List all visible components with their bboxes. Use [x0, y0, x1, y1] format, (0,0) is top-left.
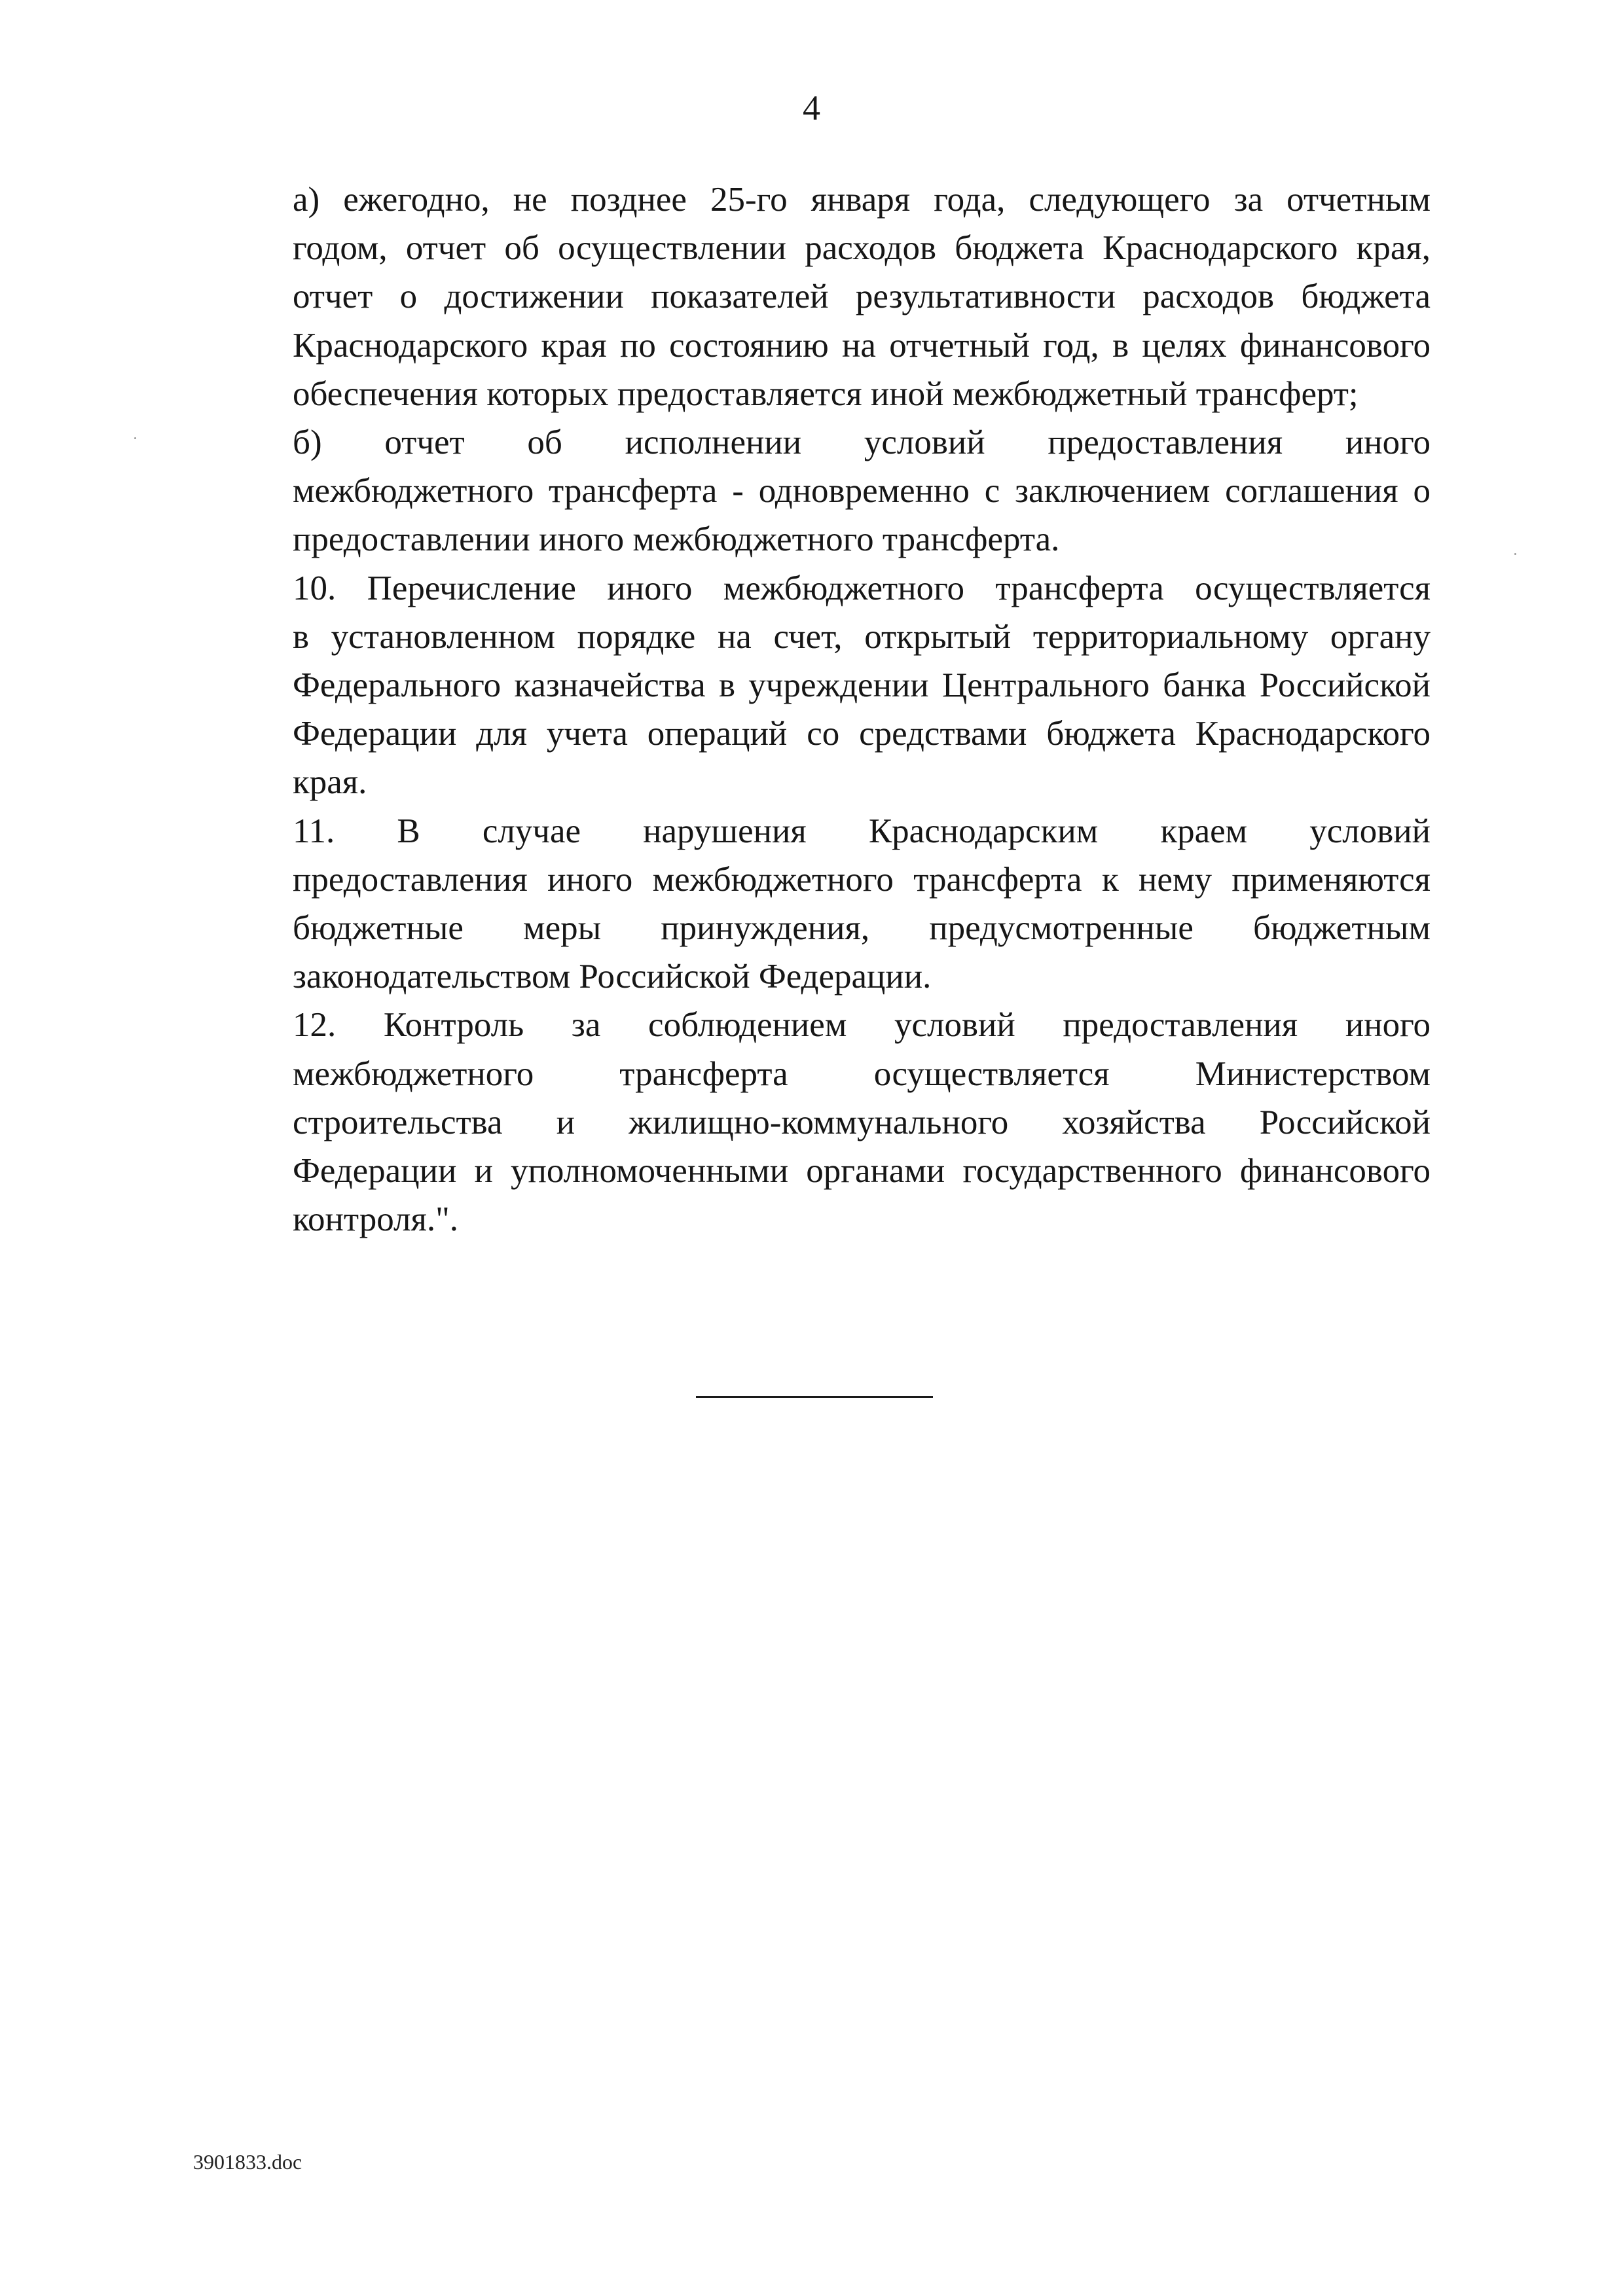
- end-separator-rule: [696, 1396, 933, 1398]
- text-line: в установленном порядке на счет, открытый территориальному органу: [293, 617, 1431, 656]
- text-line: Федерации для учета операций со средствами бюджета Краснодарского: [293, 715, 1431, 753]
- paragraph-a: [193, 175, 1431, 418]
- text-line: контроля.".: [293, 1200, 458, 1239]
- paragraph-11: [193, 807, 1431, 1001]
- text-line: предоставления иного межбюджетного трансферта к нему применяются: [293, 860, 1431, 899]
- text-line: отчет о достижении показателей результативности расходов бюджета: [293, 278, 1431, 316]
- paragraph-10: [193, 564, 1431, 807]
- text-line: Федерации и уполномоченными органами государственного финансового: [293, 1152, 1431, 1191]
- footer-filename: 3901833.doc: [193, 2150, 302, 2174]
- text-line: законодательством Российской Федерации.: [293, 958, 932, 996]
- scan-speck: [1514, 553, 1516, 555]
- text-line: межбюджетного трансферта осуществляется Министерством: [293, 1054, 1431, 1093]
- paragraph-12: [193, 1001, 1431, 1244]
- text-line: бюджетные меры принуждения, предусмотренные бюджетным: [293, 909, 1431, 948]
- body-text: [193, 175, 1431, 1244]
- text-line: края.: [293, 763, 367, 802]
- scan-speck: [134, 437, 136, 439]
- paragraph-b: [193, 418, 1431, 564]
- text-line: 11. В случае нарушения Краснодарским краем условий: [293, 812, 1431, 850]
- page-number: 4: [803, 88, 820, 128]
- text-line: строительства и жилищно-коммунального хозяйства Российской: [293, 1103, 1431, 1141]
- text-line: б) отчет об исполнении условий предоставления иного: [293, 423, 1431, 462]
- text-line: годом, отчет об осуществлении расходов бюджета Краснодарского края,: [293, 229, 1431, 268]
- text-line: 10. Перечисление иного межбюджетного трансферта осуществляется: [293, 569, 1431, 607]
- text-line: предоставлении иного межбюджетного трансферта.: [293, 520, 1060, 559]
- text-line: а) ежегодно, не позднее 25-го января года, следующего за отчетным: [293, 181, 1431, 219]
- text-line: Федерального казначейства в учреждении Центрального банка Российской: [293, 666, 1431, 705]
- text-line: 12. Контроль за соблюдением условий предоставления иного: [293, 1006, 1431, 1045]
- text-line: обеспечения которых предоставляется иной межбюджетный трансферт;: [293, 374, 1359, 413]
- text-line: Краснодарского края по состоянию на отчетный год, в целях финансового: [293, 326, 1431, 365]
- text-line: межбюджетного трансферта - одновременно с заключением соглашения о: [293, 472, 1431, 511]
